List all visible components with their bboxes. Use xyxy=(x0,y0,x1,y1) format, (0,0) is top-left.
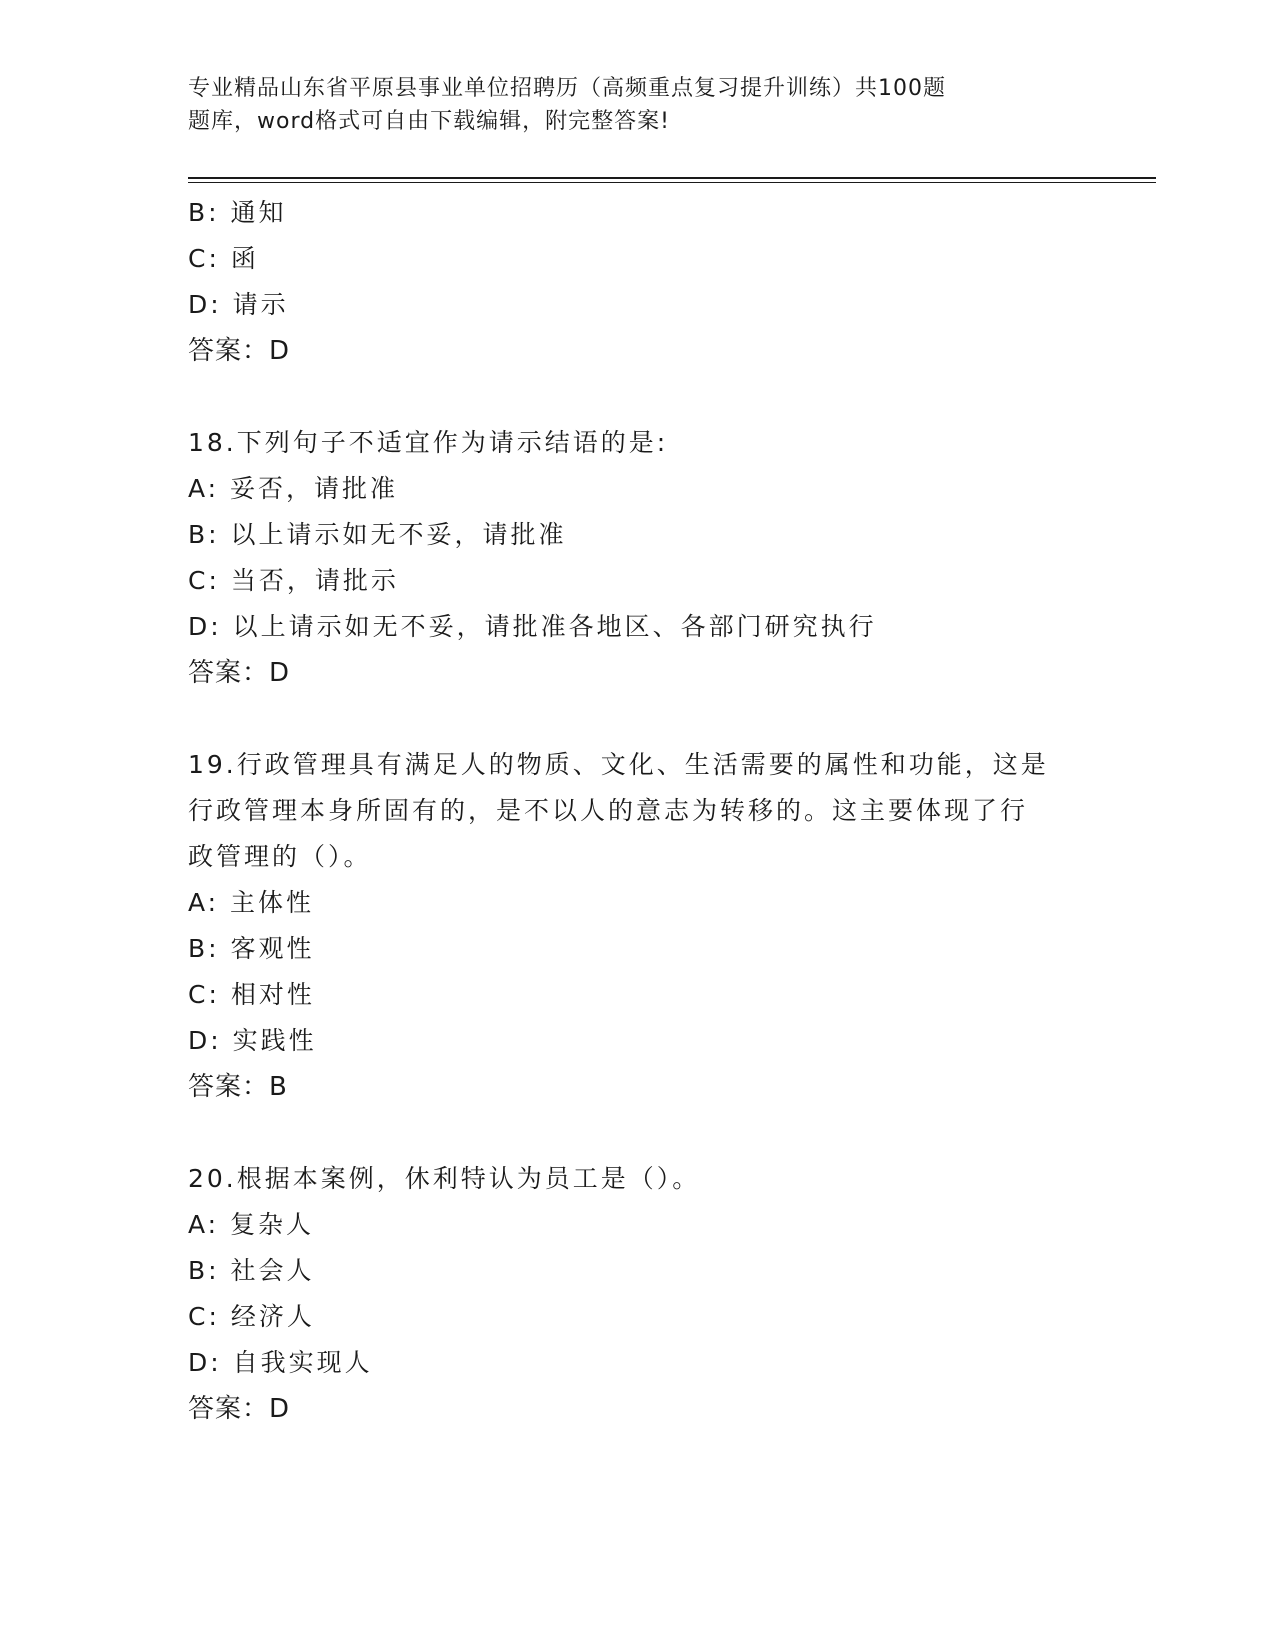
spacer xyxy=(188,374,1088,420)
question-list xyxy=(188,190,1088,1432)
q17-option-c: C: 函 xyxy=(188,244,259,273)
header-title-line-2: 题库，word格式可自由下载编辑，附完整答案! xyxy=(188,109,670,134)
q19-option-a: A: 主体性 xyxy=(188,888,315,917)
q20-option-b: B: 社会人 xyxy=(188,1256,315,1285)
q18-option-d: D: 以上请示如无不妥，请批准各地区、各部门研究执行 xyxy=(188,612,877,641)
question-18 xyxy=(188,420,1088,696)
question-17 xyxy=(188,190,1088,374)
header-title-line-1: 专业精品山东省平原县事业单位招聘历（高频重点复习提升训练）共100题 xyxy=(188,76,946,101)
question-20 xyxy=(188,1156,1088,1432)
q19-option-b: B: 客观性 xyxy=(188,934,315,963)
q19-answer: 答案：B xyxy=(188,1072,288,1102)
spacer xyxy=(188,1110,1088,1156)
q20-option-c: C: 经济人 xyxy=(188,1302,315,1331)
q18-option-c: C: 当否，请批示 xyxy=(188,566,399,595)
q20-question: 20.根据本案例，休利特认为员工是（）。 xyxy=(188,1164,701,1193)
q20-answer: 答案：D xyxy=(188,1394,291,1424)
q19-question-line-3: 政管理的（）。 xyxy=(188,842,372,871)
header-divider-thick xyxy=(188,177,1156,179)
q17-option-d: D: 请示 xyxy=(188,290,289,319)
question-19 xyxy=(188,742,1088,1110)
spacer xyxy=(188,696,1088,742)
q19-question-line-2: 行政管理本身所固有的，是不以人的意志为转移的。这主要体现了行 xyxy=(188,796,1029,825)
q20-option-d: D: 自我实现人 xyxy=(188,1348,373,1377)
q19-question-line-1: 19.行政管理具有满足人的物质、文化、生活需要的属性和功能，这是 xyxy=(188,750,1049,779)
header-divider-thin xyxy=(188,182,1156,183)
document-header xyxy=(188,72,1048,138)
q19-option-d: D: 实践性 xyxy=(188,1026,317,1055)
q18-option-b: B: 以上请示如无不妥，请批准 xyxy=(188,520,567,549)
q18-option-a: A: 妥否，请批准 xyxy=(188,474,399,503)
q17-answer: 答案：D xyxy=(188,336,291,366)
q17-option-b: B: 通知 xyxy=(188,198,287,227)
q18-question: 18.下列句子不适宜作为请示结语的是: xyxy=(188,428,669,457)
q19-option-c: C: 相对性 xyxy=(188,980,315,1009)
q20-option-a: A: 复杂人 xyxy=(188,1210,315,1239)
q18-answer: 答案：D xyxy=(188,658,291,688)
